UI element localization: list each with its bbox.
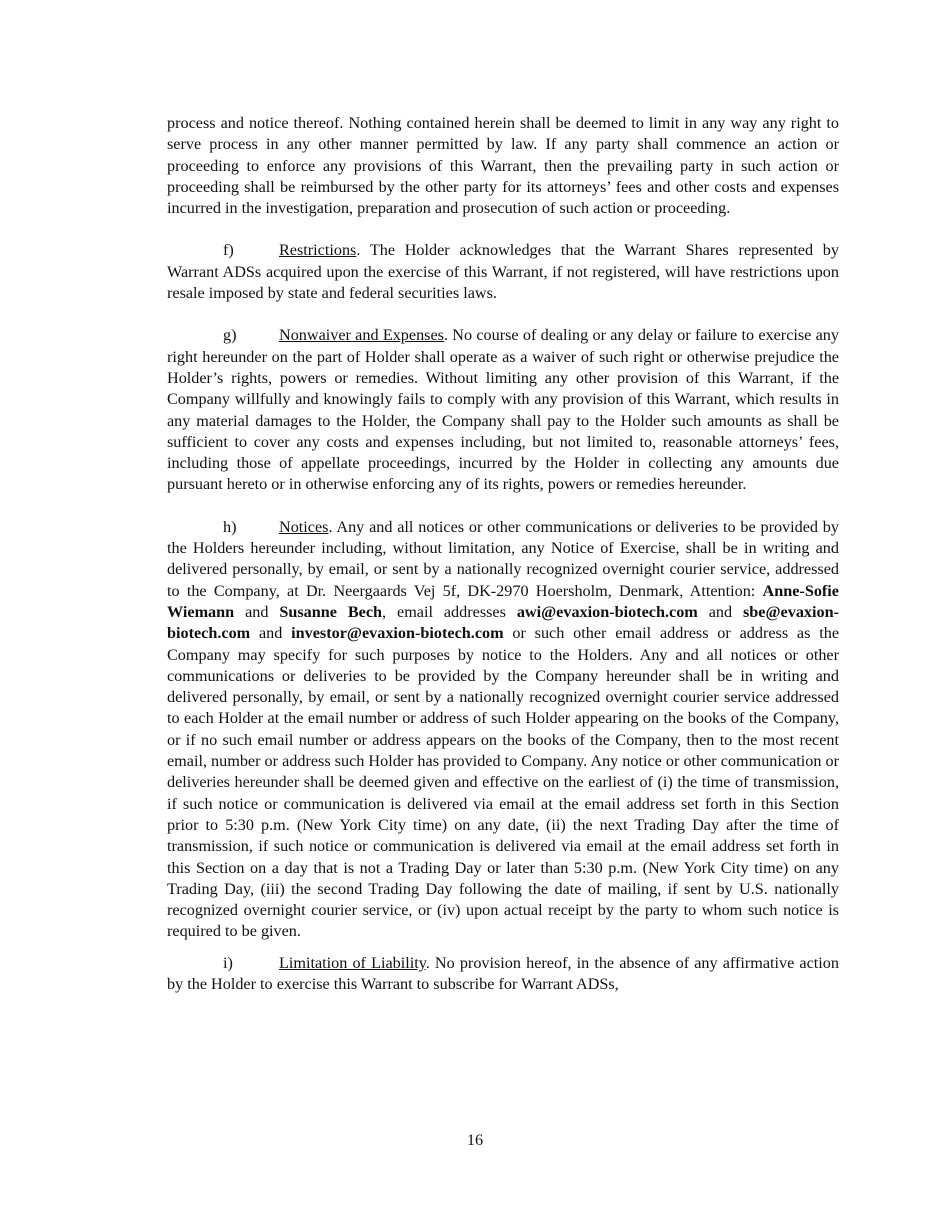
page-number: 16 (466, 1131, 484, 1149)
section-body: . No provision hereof, in the absence of any affirmative action by the Holder to exercise this Warrant to subscribe for Warrant ADSs, (167, 953, 839, 993)
continuation-paragraph: process and notice thereof. Nothing contained herein shall be deemed to limit in any way any right to serve process in any other manner permitted by law. If any party shall commence an action or proceeding to enforce any provisions of this Warrant, then the prevailing party in such action or proceeding shall be reimbursed by the other party for its attorneys’ fees and other costs and expenses incurred in the investigation, preparation and prosecution of such action or proceeding. (167, 114, 839, 218)
contact-name: Anne-Sofie Wiemann (167, 581, 839, 621)
section-letter: f) (223, 241, 234, 260)
email-address: sbe@evaxion-biotech.com (167, 602, 839, 643)
section-body: . No course of dealing or any delay or failure to exercise any right hereunder on the part of Holder shall operate as a waiver of such right or otherwise prejudice the Holder’s rights, powers or remedies. Without limiting any other provision of this Warrant, if the Company willfully and knowingly fails to comply with any provision of this Warrant, which results in any material damages to the Holder, the Company shall pay to the Holder such amounts as shall be sufficient to cover any costs and expenses including, but not limited to, reasonable attorneys’ fees, including those of appellate proceedings, incurred by the Holder in collecting any amounts due pursuant hereto or in otherwise enforcing any of its rights, powers or remedies hereunder. (167, 326, 839, 494)
section-f-restrictions (167, 240, 839, 304)
section-text: . Any and all notices or other communications or deliveries to be provided by the Holders hereunder including, without limitation, any Notice of Exercise, shall be in writing and delivered personally, by email, or sent by a nationally recognized overnight courier service, addressed to the Company, at Dr. Neergaards Vej 5f, DK-2970 Hoersholm, Denmark, Attention: (167, 517, 839, 600)
section-text: and (234, 602, 280, 621)
email-address: awi@evaxion-biotech.com (516, 602, 698, 621)
section-i-limitation (167, 953, 839, 996)
section-text: and (697, 602, 743, 621)
section-text: and (250, 624, 292, 643)
section-g-nonwaiver (167, 325, 839, 495)
section-h-notices (167, 517, 839, 943)
email-address: investor@evaxion-biotech.com (291, 624, 504, 643)
contact-name: Susanne Bech (279, 602, 383, 621)
section-letter: g) (223, 326, 237, 345)
section-heading: Nonwaiver and Expenses (279, 326, 444, 345)
section-text: , email addresses (382, 602, 517, 621)
section-heading: Restrictions (279, 241, 357, 260)
section-heading: Limitation of Liability (279, 953, 426, 972)
section-letter: i) (223, 953, 233, 972)
section-heading: Notices (279, 517, 329, 536)
section-letter: h) (223, 517, 237, 536)
section-body: . The Holder acknowledges that the Warrant Shares represented by Warrant ADSs acquired upon the exercise of this Warrant, if not registered, will have restrictions upon resale imposed by state and federal securities laws. (167, 241, 839, 303)
section-text: or such other email address or address as the Company may specify for such purposes by notice to the Holders. Any and all notices or other communications or deliveries to be provided by the Company hereunder shall be in writing and delivered personally, by email, or sent by a nationally recognized overnight courier service addressed to each Holder at the email number or address of such Holder appearing on the books of the Company, or if no such email number or address appears on the books of the Company, then to the most recent email, number or address such Holder has provided to Company. Any notice or other communication or deliveries hereunder shall be deemed given and effective on the earliest of (i) the time of transmission, if such notice or communication is delivered via email at the email address set forth in this Section prior to 5:30 p.m. (New York City time) on any date, (ii) the next Trading Day after the time of transmission, if such notice or communication is delivered via email at the email address set forth in this Section on a day that is not a Trading Day or later than 5:30 p.m. (New York City time) on any Trading Day, (iii) the second Trading Day following the date of mailing, if sent by U.S. nationally recognized overnight courier service, or (iv) upon actual receipt by the party to whom such notice is required to be given. (167, 624, 839, 941)
document-page (167, 113, 839, 1016)
